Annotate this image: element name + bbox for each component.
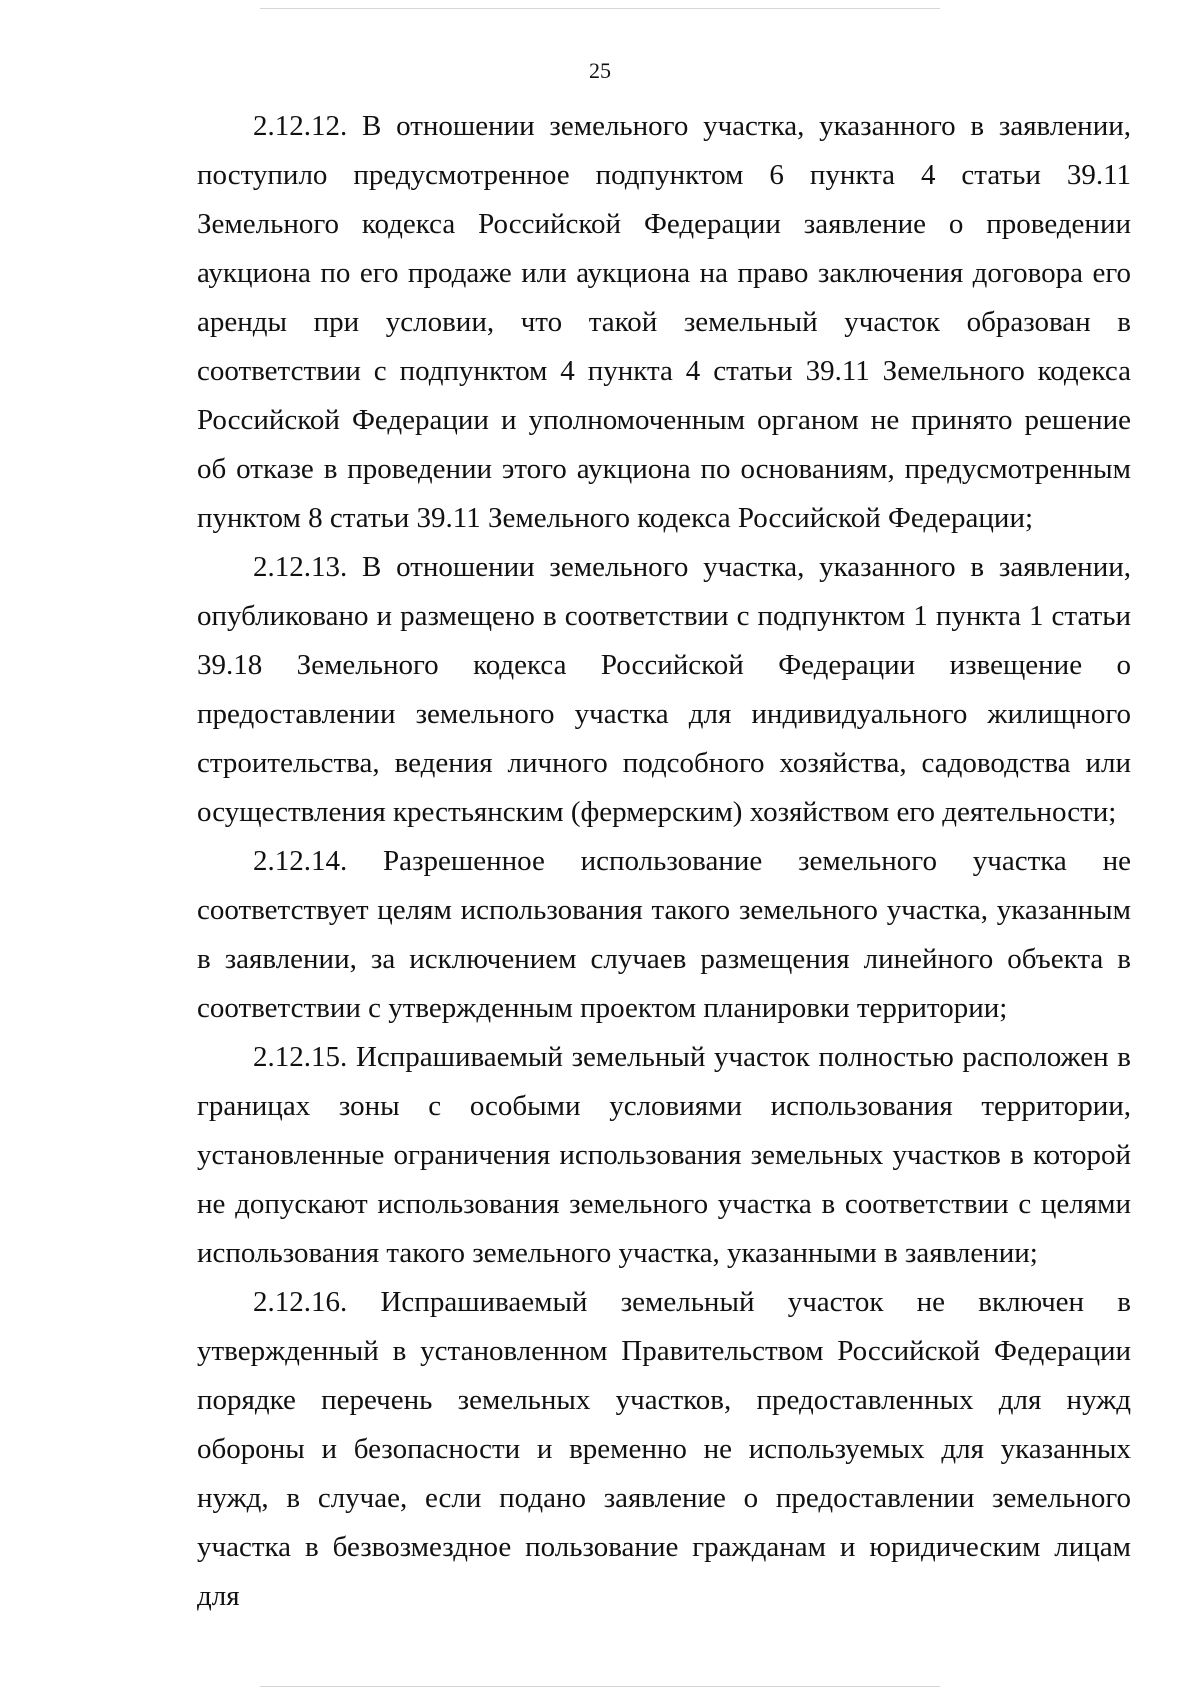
paragraph-2-12-16: 2.12.16. Испрашиваемый земельный участок не включен в утвержденный в установленном Правительством Российской Федерации порядке перечень земельных участков, предоставленных для нужд обороны и безопасности и временно не используемых для указанных нужд, в случае, если подано заявление о предоставлении земельного участка в безвозмездное пользование гражданам и юридическим лицам для (197, 1286, 1131, 1612)
paragraph-2-12-15: 2.12.15. Испрашиваемый земельный участок полностью расположен в границах зоны с особыми условиями использования территории, установленные ограничения использования земельных участков в которой не допускают использования земельного участка в соответствии с целями использования такого земельного участка, указанными в заявлении; (197, 1041, 1131, 1269)
paragraph-2-12-12: 2.12.12. В отношении земельного участка, указанного в заявлении, поступило предусмотренное подпунктом 6 пункта 4 статьи 39.11 Земельного кодекса Российской Федерации заявление о проведении аукциона по его продаже или аукциона на право заключения договора его аренды при условии, что такой земельный участок образован в соответствии с подпунктом 4 пункта 4 статьи 39.11 Земельного кодекса Российской Федерации и уполномоченным органом не принято решение об отказе в проведении этого аукциона по основаниям, предусмотренным пунктом 8 статьи 39.11 Земельного кодекса Российской Федерации; (197, 110, 1131, 534)
scan-artifact-top (260, 8, 940, 9)
document-body (197, 102, 1131, 1621)
scan-artifact-bottom (260, 1686, 940, 1687)
paragraph-2-12-14: 2.12.14. Разрешенное использование земельного участка не соответствует целям использования такого земельного участка, указанным в заявлении, за исключением случаев размещения линейного объекта в соответствии с утвержденным проектом планировки территории; (197, 845, 1131, 1024)
page-number: 25 (589, 58, 611, 83)
paragraph-2-12-13: 2.12.13. В отношении земельного участка, указанного в заявлении, опубликовано и размещено в соответствии с подпунктом 1 пункта 1 статьи 39.18 Земельного кодекса Российской Федерации извещение о предоставлении земельного участка для индивидуального жилищного строительства, ведения личного подсобного хозяйства, садоводства или осуществления крестьянским (фермерским) хозяйством его деятельности; (197, 551, 1131, 828)
